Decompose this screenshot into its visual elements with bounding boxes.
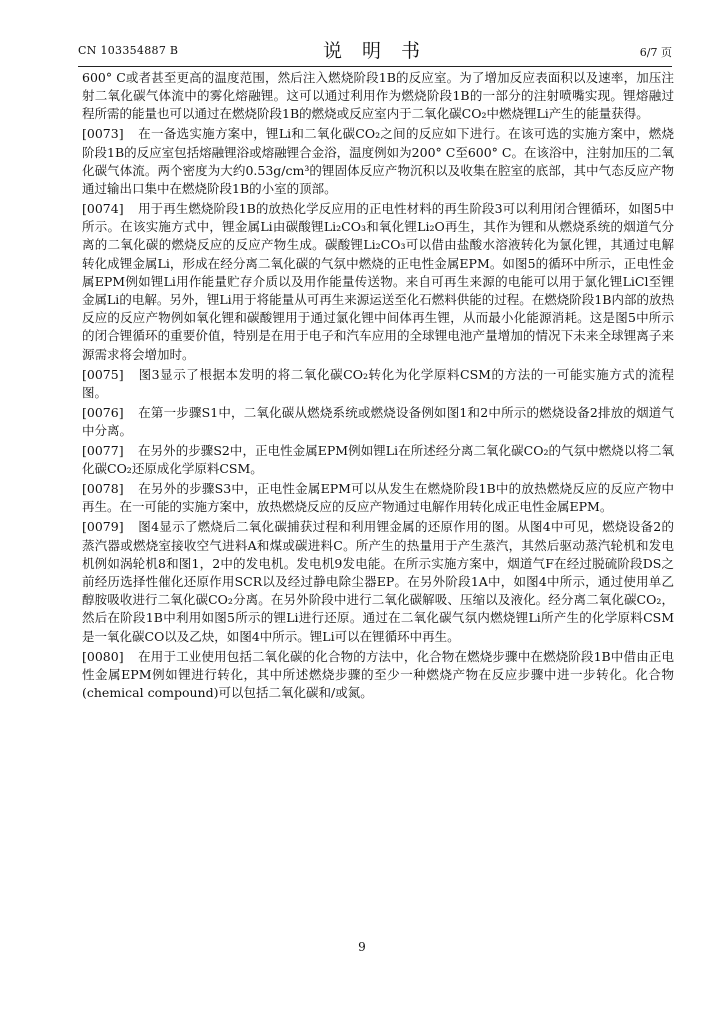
paragraph-text: 用于再生燃烧阶段1B的放热化学反应用的正电性材料的再生阶段3可以利用闭合锂循环，如图5中所示。在该实施方式中，锂金属Li由碳酸锂Li₂CO₃和氧化锂Li₂O再生，其作为锂和从燃烧系统的烟道气分离的二氧化碳的燃烧反应的反应产物生成。碳酸锂Li₂CO₃可以借由盐酸水溶液转化为氯化锂，其通过电解转化成锂金属Li，形成在经分离二氧化碳的气氛中燃烧的正电性金属EPM。如图5的循环中所示，正电性金属EPM例如锂Li用作能量贮存介质以及用作能量传送物。来自可再生来源的电能可以用于氯化锂LiCl至锂金属Li的电解。另外，锂Li用于将能量从可再生来源运送至化石燃料供能的过程。在燃烧阶段1B内部的放热反应的反应产物例如氧化锂和碳酸锂用于通过氯化锂中间体再生锂，从而最小化能源消耗。这是图5中所示的闭合锂循环的重要价值，特别是在用于电子和汽车应用的全球锂电池产量增加的情况下未来全球锂离子来源需求将会增加时。	[82, 201, 674, 362]
paragraph-tag: [0073]	[82, 126, 124, 142]
paragraph-text: 600° C或者甚至更高的温度范围，然后注入燃烧阶段1B的反应室。为了增加反应表面积以及速率，加压注射二氧化碳气体流中的雾化熔融锂。这可以通过利用作为燃烧阶段1B的一部分的注射喷嘴实现。锂熔融过程所需的能量也可以通过在燃烧阶段1B的燃烧或反应室内于二氧化碳CO₂中燃烧锂Li产生的能量获得。	[82, 70, 674, 122]
paragraph-text: 在第一步骤S1中，二氧化碳从燃烧系统或燃烧设备例如图1和2中所示的燃烧设备2排放的烟道气中分离。	[82, 404, 674, 439]
paragraph-continuation	[82, 69, 674, 124]
paragraph-text: 在另外的步骤S2中，正电性金属EPM例如锂Li在所述经分离二氧化碳CO₂的气氛中燃烧以将二氧化碳CO₂还原成化学原料CSM。	[82, 443, 674, 477]
paragraph-tag: [0079]	[82, 519, 124, 535]
paragraph-tag: [0080]	[82, 648, 124, 664]
document-title: 说 明 书	[322, 40, 428, 62]
paragraph-text: 图3显示了根据本发明的将二氧化碳CO₂转化为化学原料CSM的方法的一可能实施方式的流程图。	[82, 366, 674, 400]
paragraph-tag: [0076]	[82, 404, 124, 420]
paragraph-0079	[82, 518, 674, 645]
paragraph-0080	[82, 648, 674, 703]
paragraph-text: 在另外的步骤S3中，正电性金属EPM可以从发生在燃烧阶段1B中的放热燃烧反应的反应产物中再生。在一可能的实施方案中，放热燃烧反应的反应产物通过电解作用转化成正电性金属EPM。	[82, 481, 674, 515]
paragraph-tag: [0074]	[82, 201, 124, 217]
paragraph-0073	[82, 125, 674, 198]
paragraph-tag: [0078]	[82, 481, 124, 497]
paragraph-tag: [0075]	[82, 366, 124, 382]
page-number: 9	[358, 940, 366, 954]
page-header	[78, 30, 672, 66]
paragraph-text: 在一备选实施方案中，锂Li和二氧化碳CO₂之间的反应如下进行。在该可选的实施方案中，燃烧阶段1B的反应室包括熔融锂浴或熔融锂合金浴，温度例如为200° C至600° C。在该浴中，注射加压的二氧化碳气体流。两个密度为大约0.53g/cm³的锂固体反应产物沉积以及收集在腔室的底部，其中气态反应产物通过输出口集中在燃烧阶段1B的小室的顶部。	[82, 126, 674, 197]
paragraph-0077	[82, 442, 674, 478]
paragraph-0078	[82, 480, 674, 516]
document-body	[82, 69, 674, 704]
page-of-total: 6/7 页	[639, 46, 672, 59]
paragraph-0074	[82, 200, 674, 364]
header-divider	[78, 66, 672, 67]
paragraph-tag: [0077]	[82, 443, 124, 459]
paragraph-text: 在用于工业使用包括二氧化碳的化合物的方法中，化合物在燃烧步骤中在燃烧阶段1B中借由正电性金属EPM例如锂进行转化，其中所述燃烧步骤的至少一种燃烧产物在反应步骤中进一步转化。化合物(chemical compound)可以包括二氧化碳和/或氮。	[82, 648, 674, 701]
patent-number: CN 103354887 B	[78, 44, 179, 57]
paragraph-0076	[82, 404, 674, 440]
paragraph-0075	[82, 366, 674, 402]
paragraph-text: 图4显示了燃烧后二氧化碳捕获过程和利用锂金属的还原作用的图。从图4中可见，燃烧设备2的蒸汽器或燃烧室接收空气进料A和煤或碳进料C。所产生的热量用于产生蒸汽，其然后驱动蒸汽轮机和发电机例如涡轮机8和图1，2中的发电机。发电机9发电能。在所示实施方案中，烟道气F在经过脱硫阶段DS之前经历选择性催化还原作用SCR以及经过静电除尘器EP。在另外阶段1A中，如图4中所示，通过使用单乙醇胺吸收进行二氧化碳CO₂分离。在另外阶段中进行二氧化碳解吸、压缩以及液化。经分离二氧化碳CO₂，然后在阶段1B中利用如图5所示的锂Li进行还原。通过在二氧化碳气氛内燃烧锂Li所产生的化学原料CSM是一氧化碳CO以及乙炔，如图4中所示。锂Li可以在锂循环中再生。	[82, 519, 674, 644]
